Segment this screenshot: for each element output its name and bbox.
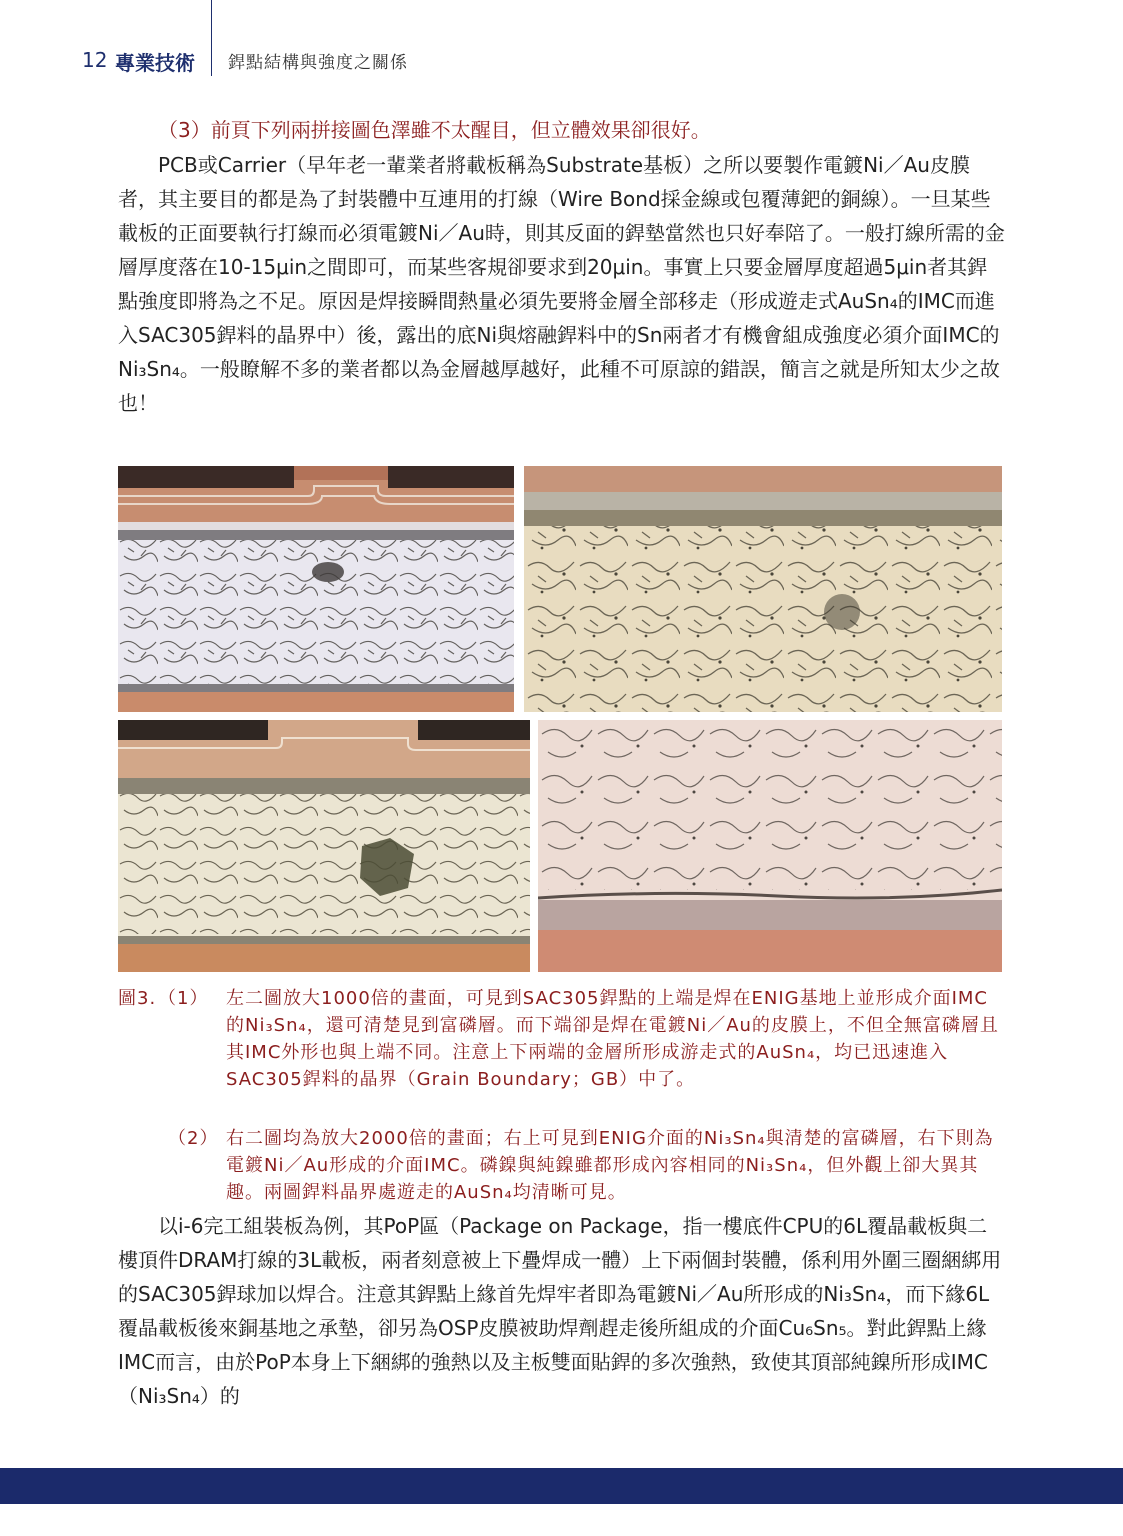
- caption-item-2-number: （2）: [168, 1128, 219, 1149]
- caption-item-1-number: （1）: [158, 988, 209, 1009]
- paragraph-main-1: PCB或Carrier（早年老一輩業者將載板稱為Substrate基板）之所以要製作電鍍Ni／Au皮膜者，其主要目的都是為了封裝體中互連用的打線（Wire Bond採金線或包覆薄鈀的銅線）。一旦某些載板的正面要執行打線而必須電鍍Ni／Au時，則其反面的銲墊當然也只好奉陪了。一般打線所需的金層厚度落在10-15μin之間即可，而某些客規卻要求到20μin。事實上只要金層厚度超過5μin者其銲點強度即將為之不足。原因是焊接瞬間熱量必須先要將金層全部移走（形成遊走式AuSn₄的IMC而進入SAC305銲料的晶界中）後，露出的底Ni與熔融銲料中的Sn兩者才有機會組成強度必須介面IMC的Ni₃Sn₄。一般瞭解不多的業者都以為金層越厚越好，此種不可原諒的錯誤，簡言之就是所知太少之故也！: [118, 153, 1005, 415]
- footer-bar: [0, 1468, 1123, 1504]
- article-subject: 銲點結構與強度之關係: [228, 53, 408, 73]
- micrograph-top-right: [524, 466, 1002, 712]
- figure-label: 圖3.: [118, 988, 157, 1009]
- section-title: 專業技術: [115, 51, 195, 75]
- micrograph-bottom-right: [538, 720, 1002, 972]
- paragraph-main-2: 以i-6完工組裝板為例，其PoP區（Package on Package，指一樓底件CPU的6L覆晶載板與二樓頂件DRAM打線的3L載板，兩者刻意被上下疊焊成一體）上下兩個封裝體，係利用外圍三圈綑綁用的SAC305銲球加以焊合。注意其銲點上緣首先焊牢者即為電鍍Ni／Au所形成的Ni₃Sn₄，而下緣6L覆晶載板後來銅基地之承墊，卻另為OSP皮膜被助焊劑趕走後所組成的介面Cu₆Sn₅。對此銲點上緣IMC而言，由於PoP本身上下綑綁的強熱以及主板雙面貼銲的多次強熱，致使其頂部純鎳所形成IMC（Ni₃Sn₄）的: [118, 1214, 1002, 1408]
- page-number: 12: [82, 48, 108, 72]
- caption-item-1-text: 左二圖放大1000倍的畫面，可見到SAC305銲點的上端是焊在ENIG基地上並形成介面IMC的Ni₃Sn₄，還可清楚見到富磷層。而下端卻是焊在電鍍Ni／Au的皮膜上，不但全無富磷層且其IMC外形也與上端不同。注意上下兩端的金層所形成游走式的AuSn₄，均已迅速進入SAC305銲料的晶界（Grain Boundary；GB）中了。: [226, 988, 999, 1090]
- header-divider: [211, 0, 212, 76]
- caption-item-2-text: 右二圖均為放大2000倍的畫面；右上可見到ENIG介面的Ni₃Sn₄與清楚的富磷層，右下則為電鍍Ni／Au形成的介面IMC。磷鎳與純鎳雖都形成內容相同的Ni₃Sn₄，但外觀上卻大異其趣。兩圖銲料晶界處遊走的AuSn₄均清晰可見。: [226, 1128, 994, 1203]
- page-header: [0, 0, 1123, 90]
- micrograph-top-left: [118, 466, 514, 712]
- micrograph-bottom-left: [118, 720, 530, 972]
- paragraph-note-3: （3）前頁下列兩拼接圖色澤雖不太醒目，但立體效果卻很好。: [158, 118, 711, 142]
- figure-caption: [118, 985, 1008, 1205]
